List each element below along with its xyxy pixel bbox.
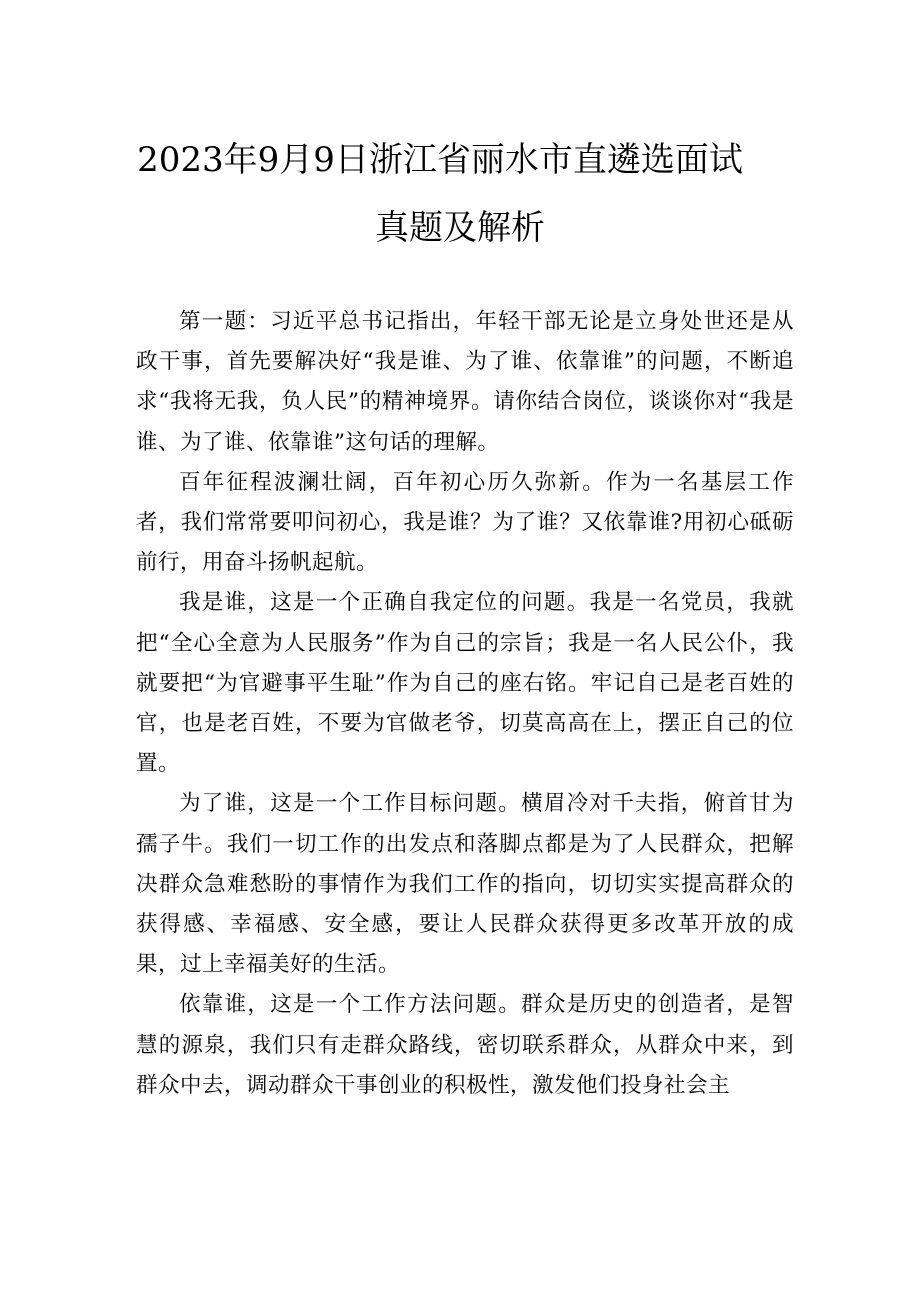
- document-title-line-1: 2023年9月9日浙江省丽水市直遴选面试: [137, 140, 743, 180]
- document-title-line-2: 真题及解析: [375, 208, 545, 248]
- paragraph-rely-on-whom: 依靠谁，这是一个工作方法问题。群众是历史的创造者，是智慧的源泉，我们只有走群众路线，密切联系群众，从群众中来，到群众中去，调动群众干事创业的积极性，激发他们投身社会主: [136, 992, 794, 1098]
- document-body: [136, 302, 794, 1106]
- paragraph-who-am-i: 我是谁，这是一个正确自我定位的问题。我是一名党员，我就把“全心全意为人民服务”作为自己的宗旨；我是一名人民公仆，我就要把“为官避事平生耻”作为自己的座右铭。牢记自己是老百姓的官，也是老百姓，不要为官做老爷，切莫高高在上，摆正自己的位置。: [136, 590, 794, 777]
- paragraph-intro: 百年征程波澜壮阔，百年初心历久弥新。作为一名基层工作者，我们常常要叩问初心，我是谁？为了谁？又依靠谁?用初心砥砺前行，用奋斗扬帆起航。: [136, 469, 794, 576]
- paragraph-for-whom: 为了谁，这是一个工作目标问题。横眉冷对千夫指，俯首甘为孺子牛。我们一切工作的出发点和落脚点都是为了人民群众，把解决群众急难愁盼的事情作为我们工作的指向，切切实实提高群众的获得感、幸福感、安全感，要让人民群众获得更多改革开放的成果，过上幸福美好的生活。: [136, 791, 794, 978]
- paragraph-question: 第一题：习近平总书记指出，年轻干部无论是立身处世还是从政干事，首先要解决好“我是谁、为了谁、依靠谁”的问题，不断追求“我将无我，负人民”的精神境界。请你结合岗位，谈谈你对“我是谁、为了谁、依靠谁”这句话的理解。: [136, 309, 794, 455]
